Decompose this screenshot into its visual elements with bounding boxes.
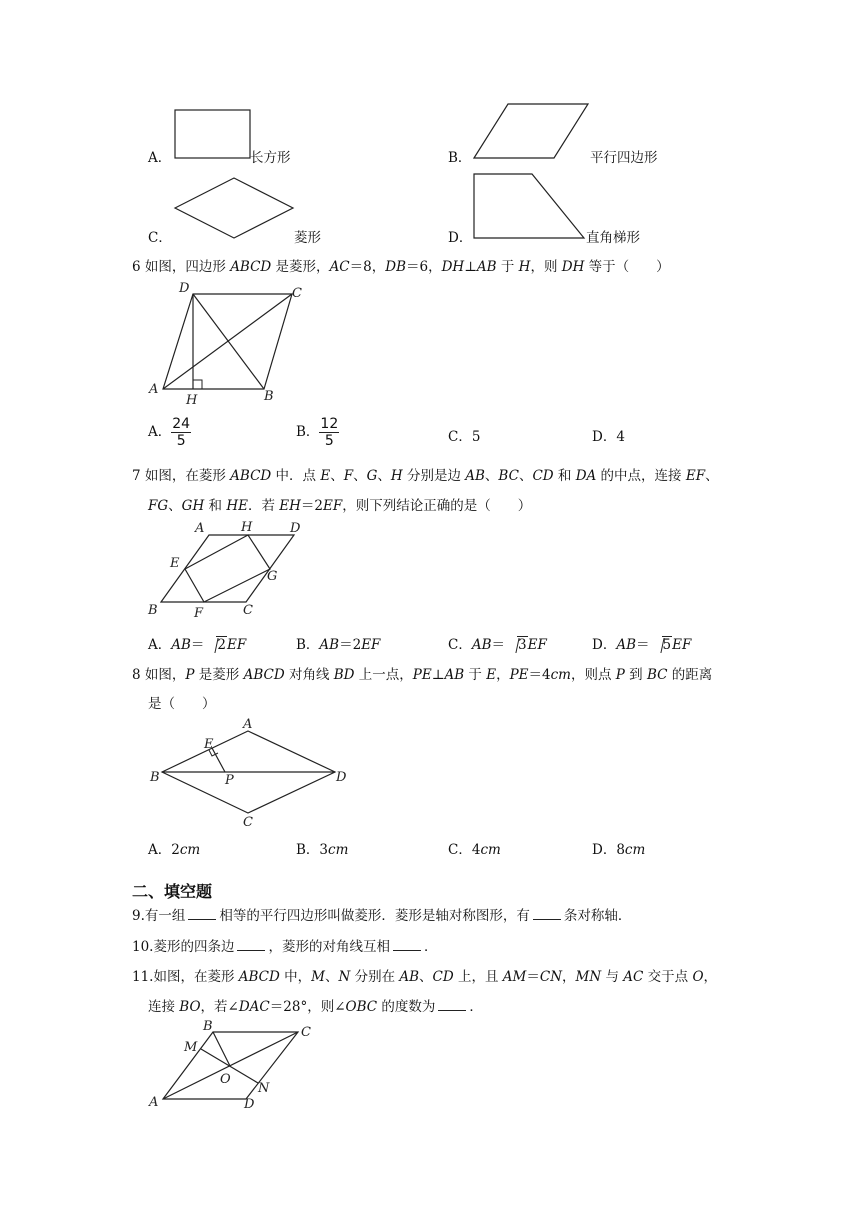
q11-label-c: C [301, 1025, 311, 1040]
q7-option-d: D．AB＝ 5EF [592, 637, 692, 653]
q5-option-c-letter: C． [148, 230, 172, 246]
q6-label-c: C [292, 286, 302, 301]
q5-option-d-shape: 直角梯形 [586, 230, 640, 246]
section-title: 二、填空题 [132, 882, 213, 901]
q7-label-a: A [195, 521, 205, 536]
q6-option-b: B． $\frac{12}{5}$ [296, 416, 339, 449]
q11-label-b: B [203, 1019, 213, 1034]
q8-label-e: E [204, 737, 214, 752]
q6-option-c: C．5 [448, 429, 481, 445]
q7-option-a: A．AB＝ 2EF [148, 637, 247, 653]
q9-line: 9.有一组 相等的平行四边形叫做菱形．菱形是轴对称图形，有 条对称轴． [132, 908, 632, 924]
q5-option-a-letter: A． [148, 150, 172, 166]
q5-option-b-letter: B． [448, 150, 472, 166]
q8-label-p: P [225, 773, 234, 788]
q8-stem-line1: 8 如图，P 是菱形 ABCD 对角线 BD 上一点，PE⊥AB 于 E，PE＝4cm，则点 P 到 BC 的距离 [132, 667, 713, 683]
q7-label-e: E [170, 556, 180, 571]
q11-blank[interactable] [438, 998, 466, 1011]
q7-label-h: H [241, 520, 253, 535]
q11-label-m: M [184, 1040, 198, 1055]
q8-label-d: D [336, 770, 347, 785]
q5-option-b-shape: 平行四边形 [590, 150, 658, 166]
q11-label-o: O [220, 1072, 231, 1087]
q8-label-b: B [150, 770, 160, 785]
q7-label-c: C [243, 603, 253, 618]
q7-label-b: B [148, 603, 158, 618]
q11-label-d: D [244, 1097, 255, 1112]
q7-option-b: B．AB＝2EF [296, 637, 381, 653]
q8-label-a: A [243, 717, 253, 732]
q8-option-d: D．8cm [592, 842, 646, 858]
q5-option-d-letter: D． [448, 230, 473, 246]
q8-label-c: C [243, 815, 253, 830]
q11-label-n: N [258, 1081, 270, 1096]
q10-line: 10.菱形的四条边 ，菱形的对角线互相 ． [132, 939, 438, 955]
q8-option-b: B．3cm [296, 842, 349, 858]
q7-label-f: F [194, 606, 204, 621]
q5-option-c-shape: 菱形 [294, 230, 321, 246]
q11-stem-line1: 11.如图，在菱形 ABCD 中，M、N 分别在 AB、CD 上，且 AM＝CN，MN 与 AC 交于点 O， [132, 969, 718, 985]
q5-option-a-shape: 长方形 [250, 150, 291, 166]
q9-blank-2[interactable] [533, 907, 561, 920]
q8-stem-line2: 是（ ） [148, 696, 216, 712]
q6-option-d: D．4 [592, 429, 625, 445]
q11-label-a: A [149, 1095, 159, 1110]
q6-label-a: A [149, 382, 159, 397]
q7-stem-line2: FG、GH 和 HE．若 EH＝2EF，则下列结论正确的是（ ） [148, 498, 532, 514]
q10-blank-2[interactable] [393, 938, 421, 951]
q8-option-a: A．2cm [148, 842, 201, 858]
q7-stem-line1: 7 如图，在菱形 ABCD 中．点 E、F、G、H 分别是边 AB、BC、CD 和 DA 的中点，连接 EF、 [132, 468, 719, 484]
q6-label-h: H [186, 393, 198, 408]
q6-option-a: A． $\frac{24}{5}$ [148, 416, 191, 449]
q6-stem: 6 如图，四边形 ABCD 是菱形，AC＝8，DB＝6，DH⊥AB 于 H，则 DH 等于（ ） [132, 259, 670, 275]
q6-label-b: B [264, 389, 274, 404]
q9-blank-1[interactable] [188, 907, 216, 920]
q7-option-c: C．AB＝ 3EF [448, 637, 547, 653]
q7-label-g: G [267, 569, 278, 584]
q7-label-d: D [290, 521, 301, 536]
q11-stem-line2: 连接 BO，若∠DAC＝28°，则∠OBC 的度数为 ． [148, 999, 483, 1015]
q10-blank-1[interactable] [237, 938, 265, 951]
q6-label-d: D [179, 281, 190, 296]
q8-option-c: C．4cm [448, 842, 501, 858]
